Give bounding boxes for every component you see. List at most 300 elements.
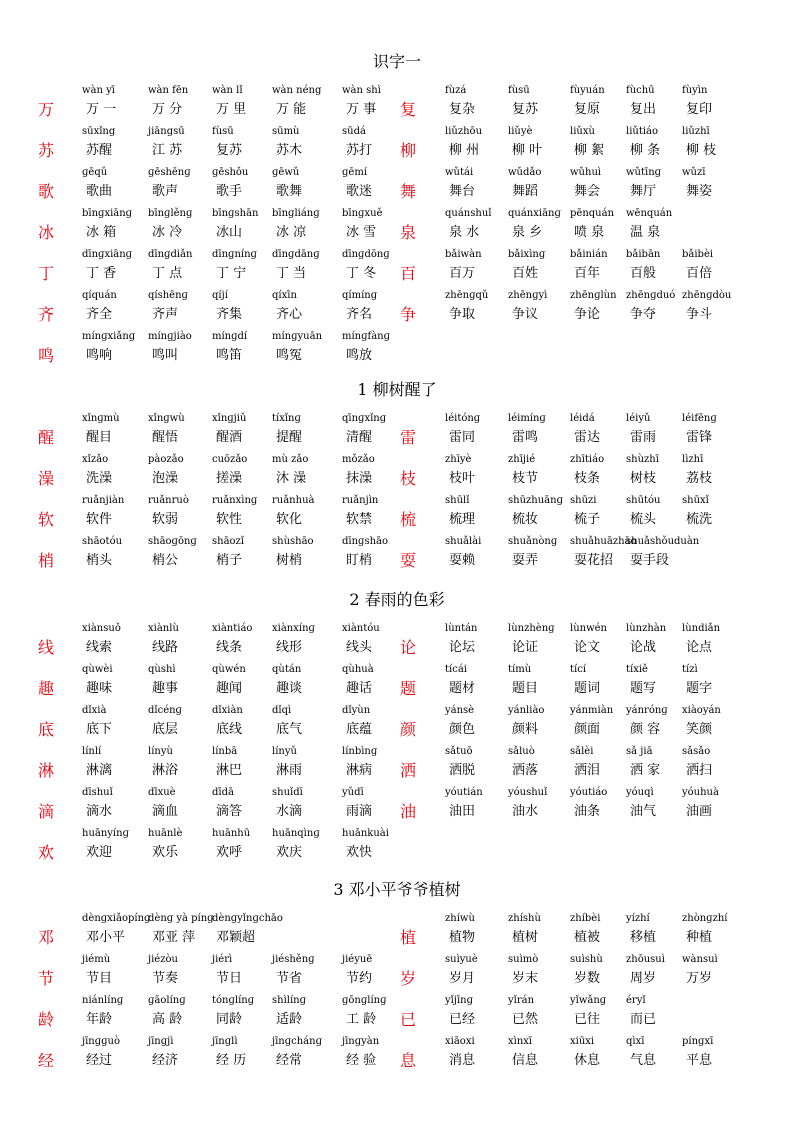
pinyin-label: yóutián [445, 787, 483, 798]
pinyin-label: lùnzhènɡ [508, 623, 555, 634]
pinyin-label: wàn yī [82, 85, 115, 96]
vocabulary-word: 水滴 [276, 804, 303, 819]
vocabulary-word: 欢乐 [152, 845, 179, 860]
vocabulary-word: 笑颜 [686, 722, 713, 737]
pinyin-label: mù zǎo [272, 454, 309, 465]
pinyin-label: tízì [682, 664, 698, 675]
vocabulary-word: 淋浴 [152, 763, 179, 778]
vocabulary-word: 趣事 [152, 681, 179, 696]
section-title: 2 春雨的色彩 [349, 590, 445, 609]
vocabulary-word: 齐心 [276, 307, 303, 322]
pinyin-label: yánliào [508, 705, 545, 716]
pinyin-label: ruǎnjiàn [82, 495, 125, 506]
pinyin-label: huānkuài [342, 828, 389, 839]
vocabulary-word: 冰 箱 [86, 225, 117, 240]
pinyin-label: cuōzǎo [212, 454, 248, 465]
section-title: 识字一 [372, 52, 421, 71]
vocabulary-word: 颜色 [449, 722, 476, 737]
vocabulary-word: 年龄 [86, 1012, 113, 1027]
head-character: 节 [38, 969, 55, 988]
head-character: 题 [400, 679, 417, 698]
pinyin-label: tímù [508, 664, 532, 675]
vocabulary-word: 温 泉 [630, 225, 661, 240]
pinyin-label: xìnxī [508, 1036, 533, 1047]
vocabulary-word: 丁 宁 [216, 266, 247, 281]
vocabulary-word: 植树 [512, 930, 539, 945]
pinyin-label: shuǎnònɡ [508, 536, 558, 547]
pinyin-label: wǔhuì [570, 167, 602, 178]
vocabulary-word: 齐声 [152, 307, 179, 322]
pinyin-label: tónɡlínɡ [212, 995, 255, 1006]
pinyin-label: xiàntóu [342, 623, 380, 634]
vocabulary-word: 洗澡 [86, 471, 113, 486]
pinyin-label: pēnquán [570, 208, 615, 219]
pinyin-label: shuǎlài [445, 536, 482, 547]
vocabulary-word: 种植 [686, 930, 713, 945]
vocabulary-word: 滴水 [86, 804, 113, 819]
head-character: 植 [400, 928, 417, 947]
pinyin-label: dènɡyǐnɡchāo [212, 913, 283, 924]
pinyin-label: léiyǔ [626, 413, 651, 424]
vocabulary-word: 柳 条 [630, 143, 661, 158]
head-character: 争 [400, 305, 417, 324]
vocabulary-word: 枝条 [574, 471, 601, 486]
head-character: 醒 [38, 428, 55, 447]
vocabulary-word: 江 苏 [152, 143, 183, 158]
vocabulary-word: 软件 [86, 512, 113, 527]
pinyin-label: dīdā [212, 787, 234, 798]
pinyin-label: lùndiǎn [682, 623, 721, 634]
head-character: 齐 [38, 305, 55, 324]
vocabulary-word: 梳妆 [512, 512, 539, 527]
pinyin-label: tíxiě [626, 664, 648, 675]
pinyin-label: zhīyè [445, 454, 472, 465]
pinyin-label: xǐnɡwù [148, 413, 185, 424]
vocabulary-word: 油气 [630, 804, 657, 819]
pinyin-label: éryǐ [626, 995, 646, 1006]
vocabulary-word: 荔枝 [686, 471, 713, 486]
vocabulary-word: 百姓 [512, 266, 539, 281]
pinyin-label: ɡēshēnɡ [148, 167, 191, 178]
vocabulary-word: 舞厅 [630, 184, 657, 199]
vocabulary-word: 淋巴 [216, 763, 243, 778]
vocabulary-word: 题目 [512, 681, 539, 696]
vocabulary-word: 底层 [152, 722, 179, 737]
vocabulary-word: 线条 [216, 640, 243, 655]
vocabulary-word: 复苏 [216, 143, 243, 158]
pinyin-label: ɡēmí [342, 167, 367, 178]
pinyin-label: jiéshěnɡ [272, 954, 315, 965]
vocabulary-word: 复印 [686, 102, 713, 117]
vocabulary-word: 欢快 [346, 845, 373, 860]
pinyin-label: léifēnɡ [682, 413, 717, 424]
vocabulary-word: 趣味 [86, 681, 113, 696]
vocabulary-word: 万岁 [686, 971, 713, 986]
pinyin-label: fùyuán [570, 85, 605, 96]
vocabulary-word: 已经 [449, 1012, 476, 1027]
pinyin-label: shuǎhuāzhāo [570, 536, 637, 547]
pinyin-label: tícái [445, 664, 467, 675]
pinyin-label: jīnɡyàn [342, 1036, 380, 1047]
pinyin-label: fùsū [212, 126, 234, 137]
pinyin-label: shāotóu [82, 536, 123, 547]
pinyin-label: huānyínɡ [82, 828, 129, 839]
pinyin-label: sǎluò [508, 746, 535, 757]
vocabulary-word: 洒脱 [449, 763, 476, 778]
pinyin-label: pínɡxī [682, 1036, 714, 1047]
pinyin-label: dīnɡdiǎn [148, 249, 193, 260]
pinyin-label: liǔxù [570, 126, 595, 137]
pinyin-label: tící [570, 664, 587, 675]
vocabulary-word: 论坛 [449, 640, 476, 655]
section-title: 1 柳树醒了 [357, 380, 437, 399]
vocabulary-word: 淋漓 [86, 763, 113, 778]
pinyin-label: dènɡxiǎopínɡ [82, 913, 151, 924]
head-character: 苏 [38, 141, 55, 160]
vocabulary-word: 柳 叶 [512, 143, 543, 158]
vocabulary-word: 耍弄 [512, 553, 539, 568]
vocabulary-word: 经 历 [216, 1053, 247, 1068]
vocabulary-word: 油条 [574, 804, 601, 819]
head-character: 耍 [400, 551, 417, 570]
pinyin-label: sūmù [272, 126, 300, 137]
vocabulary-word: 醒悟 [152, 430, 179, 445]
pinyin-label: mǒzǎo [342, 454, 375, 465]
pinyin-label: ruǎnhuà [272, 495, 315, 506]
pinyin-label: shùshāo [272, 536, 314, 547]
pinyin-label: zhíshù [508, 913, 541, 924]
pinyin-label: zhēnɡduó [626, 290, 676, 301]
pinyin-label: qīnɡxǐnɡ [342, 413, 387, 424]
head-character: 底 [38, 720, 55, 739]
head-character: 已 [400, 1010, 417, 1029]
vocabulary-word: 论文 [574, 640, 601, 655]
pinyin-label: sǎ jiā [626, 746, 653, 757]
pinyin-label: shìlínɡ [272, 995, 307, 1006]
head-character: 复 [400, 100, 417, 119]
vocabulary-word: 万 分 [152, 102, 183, 117]
pinyin-label: shūlǐ [445, 495, 470, 506]
pinyin-label: fùzá [445, 85, 467, 96]
pinyin-label: jiémù [82, 954, 111, 965]
pinyin-label: zhònɡzhí [682, 913, 728, 924]
head-character: 万 [38, 100, 55, 119]
vocabulary-word: 软化 [276, 512, 303, 527]
pinyin-label: bǎixìnɡ [508, 249, 546, 260]
vocabulary-word: 线头 [346, 640, 373, 655]
vocabulary-word: 枝节 [512, 471, 539, 486]
vocabulary-word: 经常 [276, 1053, 303, 1068]
pinyin-label: lùnwén [570, 623, 607, 634]
pinyin-label: dǐyùn [342, 705, 371, 716]
pinyin-label: qùtán [272, 664, 302, 675]
vocabulary-word: 雷同 [449, 430, 476, 445]
vocabulary-word: 岁月 [449, 971, 476, 986]
vocabulary-word: 舞会 [574, 184, 601, 199]
pinyin-label: wǔtái [445, 167, 474, 178]
vocabulary-word: 经 验 [346, 1053, 377, 1068]
vocabulary-word: 底线 [216, 722, 243, 737]
vocabulary-word: 搓澡 [216, 471, 243, 486]
pinyin-label: yóuqì [626, 787, 654, 798]
pinyin-label: mínɡjiào [148, 331, 192, 342]
vocabulary-word: 争夺 [630, 307, 657, 322]
vocabulary-word: 苏木 [276, 143, 303, 158]
pinyin-label: jīnɡjì [148, 1036, 174, 1047]
pinyin-label: fùyìn [682, 85, 708, 96]
pinyin-label: bǎibān [626, 249, 661, 260]
vocabulary-word: 树枝 [630, 471, 657, 486]
vocabulary-word: 万 一 [86, 102, 117, 117]
pinyin-label: shāozǐ [212, 536, 245, 547]
vocabulary-word: 枝叶 [449, 471, 476, 486]
vocabulary-word: 复苏 [512, 102, 539, 117]
vocabulary-word: 消息 [449, 1053, 476, 1068]
vocabulary-word: 万 里 [216, 102, 247, 117]
pinyin-label: yóuhuà [682, 787, 719, 798]
vocabulary-word: 工 龄 [346, 1012, 377, 1027]
vocabulary-word: 耍赖 [449, 553, 476, 568]
pinyin-label: xǐnɡjiǔ [212, 413, 247, 424]
pinyin-label: wǔzī [682, 167, 706, 178]
vocabulary-word: 歌曲 [86, 184, 113, 199]
pinyin-label: dīnɡxiānɡ [82, 249, 133, 260]
pinyin-label: zhēnɡyì [508, 290, 548, 301]
vocabulary-word: 底下 [86, 722, 113, 737]
pinyin-label: suìshù [570, 954, 603, 965]
pinyin-label: ruǎnruò [148, 495, 189, 506]
vocabulary-word: 歌迷 [346, 184, 373, 199]
pinyin-label: jiérì [212, 954, 233, 965]
vocabulary-word: 泉 水 [449, 225, 480, 240]
vocabulary-word: 醒酒 [216, 430, 243, 445]
vocabulary-word: 争斗 [686, 307, 713, 322]
pinyin-label: sǎlèi [570, 746, 594, 757]
vocabulary-word: 节日 [216, 971, 243, 986]
pinyin-label: yánrónɡ [626, 705, 668, 716]
vocabulary-word: 岁末 [512, 971, 539, 986]
pinyin-label: fùsū [508, 85, 530, 96]
pinyin-label: zhēnɡlùn [570, 290, 617, 301]
head-character: 冰 [38, 223, 55, 242]
vocabulary-word: 移植 [630, 930, 657, 945]
vocabulary-word: 趣话 [346, 681, 373, 696]
pinyin-label: bīnɡxuě [342, 208, 383, 219]
vocabulary-word: 万 能 [276, 102, 307, 117]
vocabulary-word: 耍手段 [630, 553, 670, 568]
vocabulary-word: 趣谈 [276, 681, 303, 696]
vocabulary-word: 鸣叫 [152, 348, 179, 363]
pinyin-label: bǎiwàn [445, 249, 482, 260]
head-character: 鸣 [38, 346, 55, 365]
pinyin-label: zhītiáo [570, 454, 605, 465]
vocabulary-word: 争取 [449, 307, 476, 322]
vocabulary-word: 百般 [630, 266, 657, 281]
vocabulary-word: 梳理 [449, 512, 476, 527]
pinyin-label: yánsè [445, 705, 475, 716]
pinyin-label: xiūxi [570, 1036, 595, 1047]
pinyin-label: huānlè [148, 828, 183, 839]
pinyin-label: mínɡdí [212, 331, 248, 342]
vocabulary-word: 丁 香 [86, 266, 117, 281]
vocabulary-word: 歌手 [216, 184, 243, 199]
pinyin-label: shuǐdī [272, 787, 303, 798]
head-character: 洒 [400, 761, 417, 780]
pinyin-label: qíshēnɡ [148, 290, 188, 301]
pinyin-label: lùntán [445, 623, 478, 634]
vocabulary-word: 树梢 [276, 553, 303, 568]
pinyin-label: línyǔ [272, 746, 297, 757]
pinyin-label: zhījié [508, 454, 536, 465]
pinyin-label: sūxǐng [82, 126, 116, 137]
pinyin-label: zhíbèi [570, 913, 601, 924]
vocabulary-word: 苏醒 [86, 143, 113, 158]
vocabulary-word: 丁 点 [152, 266, 183, 281]
vocabulary-word: 题字 [686, 681, 713, 696]
vocabulary-word: 抹澡 [346, 471, 373, 486]
pinyin-label: léidá [570, 413, 595, 424]
vocabulary-word: 休息 [574, 1053, 601, 1068]
vocabulary-word: 柳 枝 [686, 143, 717, 158]
vocabulary-word: 复原 [574, 102, 601, 117]
pinyin-label: xǐzǎo [82, 454, 109, 465]
vocabulary-word: 油田 [449, 804, 476, 819]
pinyin-label: wàn néng [272, 85, 322, 96]
vocabulary-word: 淋雨 [276, 763, 303, 778]
vocabulary-word: 冰山 [216, 225, 243, 240]
pinyin-label: xǐnɡmù [82, 413, 120, 424]
head-character: 岁 [400, 969, 417, 988]
pinyin-label: yóutiáo [570, 787, 608, 798]
pinyin-label: yánmiàn [570, 705, 614, 716]
vocabulary-word: 植被 [574, 930, 601, 945]
head-character: 滴 [38, 802, 55, 821]
vocabulary-word: 洒泪 [574, 763, 601, 778]
pinyin-label: xiànlù [148, 623, 179, 634]
vocabulary-word: 邓亚 萍 [152, 930, 196, 945]
vocabulary-word: 梳子 [574, 512, 601, 527]
vocabulary-word: 节约 [346, 971, 373, 986]
vocabulary-word: 滴血 [152, 804, 179, 819]
head-character: 线 [38, 638, 55, 657]
vocabulary-word: 齐全 [86, 307, 113, 322]
pinyin-label: wǔtīnɡ [626, 167, 662, 178]
vocabulary-word: 丁 当 [276, 266, 307, 281]
vocabulary-word: 线路 [152, 640, 179, 655]
vocabulary-word: 已往 [574, 1012, 601, 1027]
vocabulary-word: 节奏 [152, 971, 179, 986]
vocabulary-word: 冰 雪 [346, 225, 377, 240]
pinyin-label: bīnɡliánɡ [272, 208, 320, 219]
vocabulary-word: 软弱 [152, 512, 179, 527]
vocabulary-word: 线索 [86, 640, 113, 655]
vocabulary-word: 梳洗 [686, 512, 713, 527]
pinyin-label: zhēnɡqǔ [445, 290, 489, 301]
vocabulary-word: 丁 冬 [346, 266, 377, 281]
pinyin-label: shūzhuānɡ [508, 495, 563, 506]
head-character: 颜 [400, 720, 417, 739]
pinyin-label: shùzhī [626, 454, 659, 465]
vocabulary-word: 梳头 [630, 512, 657, 527]
pinyin-label: léimínɡ [508, 413, 546, 424]
head-character: 论 [400, 638, 417, 657]
vocabulary-word: 油水 [512, 804, 539, 819]
head-character: 澡 [38, 469, 55, 488]
pinyin-label: ɡōnɡlínɡ [342, 995, 387, 1006]
pinyin-label: shuǎshǒuduàn [626, 536, 700, 547]
vocabulary-word: 题写 [630, 681, 657, 696]
vocabulary-word: 底气 [276, 722, 303, 737]
vocabulary-word: 耍花招 [574, 553, 614, 568]
pinyin-label: zhēnɡdòu [682, 290, 732, 301]
pinyin-label: quánshuǐ [445, 208, 492, 219]
pinyin-label: wēnquán [626, 208, 673, 219]
pinyin-label: wàn fēn [148, 85, 189, 96]
pinyin-label: dīshuǐ [82, 787, 113, 798]
vocabulary-word: 线形 [276, 640, 303, 655]
pinyin-label: léitónɡ [445, 413, 481, 424]
vocabulary-word: 梢头 [86, 553, 113, 568]
vocabulary-word: 颜面 [574, 722, 601, 737]
head-character: 油 [400, 802, 417, 821]
head-character: 梢 [38, 551, 55, 570]
pinyin-label: jiézòu [148, 954, 178, 965]
pinyin-label: liǔyè [508, 126, 533, 137]
pinyin-label: lìzhī [682, 454, 704, 465]
pinyin-label: qíxīn [272, 290, 297, 301]
vocabulary-word: 平息 [686, 1053, 713, 1068]
vocabulary-word: 舞姿 [686, 184, 713, 199]
head-character: 龄 [38, 1010, 55, 1029]
head-character: 柳 [400, 141, 417, 160]
head-character: 淋 [38, 761, 55, 780]
pinyin-label: wàn lǐ [212, 85, 243, 96]
head-character: 百 [400, 264, 417, 283]
pinyin-label: qùwén [212, 664, 246, 675]
pinyin-label: dènɡ yà pínɡ [148, 913, 214, 924]
vocabulary-word: 气息 [630, 1053, 657, 1068]
vocabulary-word: 争论 [574, 307, 601, 322]
pinyin-label: lùnzhàn [626, 623, 667, 634]
pinyin-label: yǔdī [342, 787, 364, 798]
vocabulary-word: 沐 澡 [276, 471, 307, 486]
pinyin-label: wǔdǎo [508, 167, 542, 178]
pinyin-label: bīnɡshān [212, 208, 259, 219]
pinyin-label: qímínɡ [342, 290, 378, 301]
vocabulary-word: 信息 [512, 1053, 539, 1068]
vocabulary-word: 节目 [86, 971, 113, 986]
pinyin-label: jīnɡɡuò [82, 1036, 121, 1047]
head-character: 枝 [400, 469, 417, 488]
pinyin-label: qìxī [626, 1036, 645, 1047]
pinyin-label: yóushuǐ [508, 787, 548, 798]
vocabulary-word: 已然 [512, 1012, 539, 1027]
vocabulary-word: 冰 冷 [152, 225, 183, 240]
vocabulary-word: 鸣响 [86, 348, 113, 363]
pinyin-label: yǐrán [508, 995, 535, 1006]
vocabulary-word: 油画 [686, 804, 713, 819]
pinyin-label: wànsuì [682, 954, 718, 965]
pinyin-label: ɡēshǒu [212, 167, 249, 178]
vocabulary-word: 周岁 [630, 971, 657, 986]
pinyin-label: dǐqì [272, 705, 292, 716]
vocabulary-word: 软性 [216, 512, 243, 527]
head-character: 邓 [38, 928, 55, 947]
pinyin-label: xiànxínɡ [272, 623, 315, 634]
pinyin-label: bǎibèi [682, 249, 714, 260]
vocabulary-word: 题材 [449, 681, 476, 696]
head-character: 息 [400, 1051, 417, 1070]
